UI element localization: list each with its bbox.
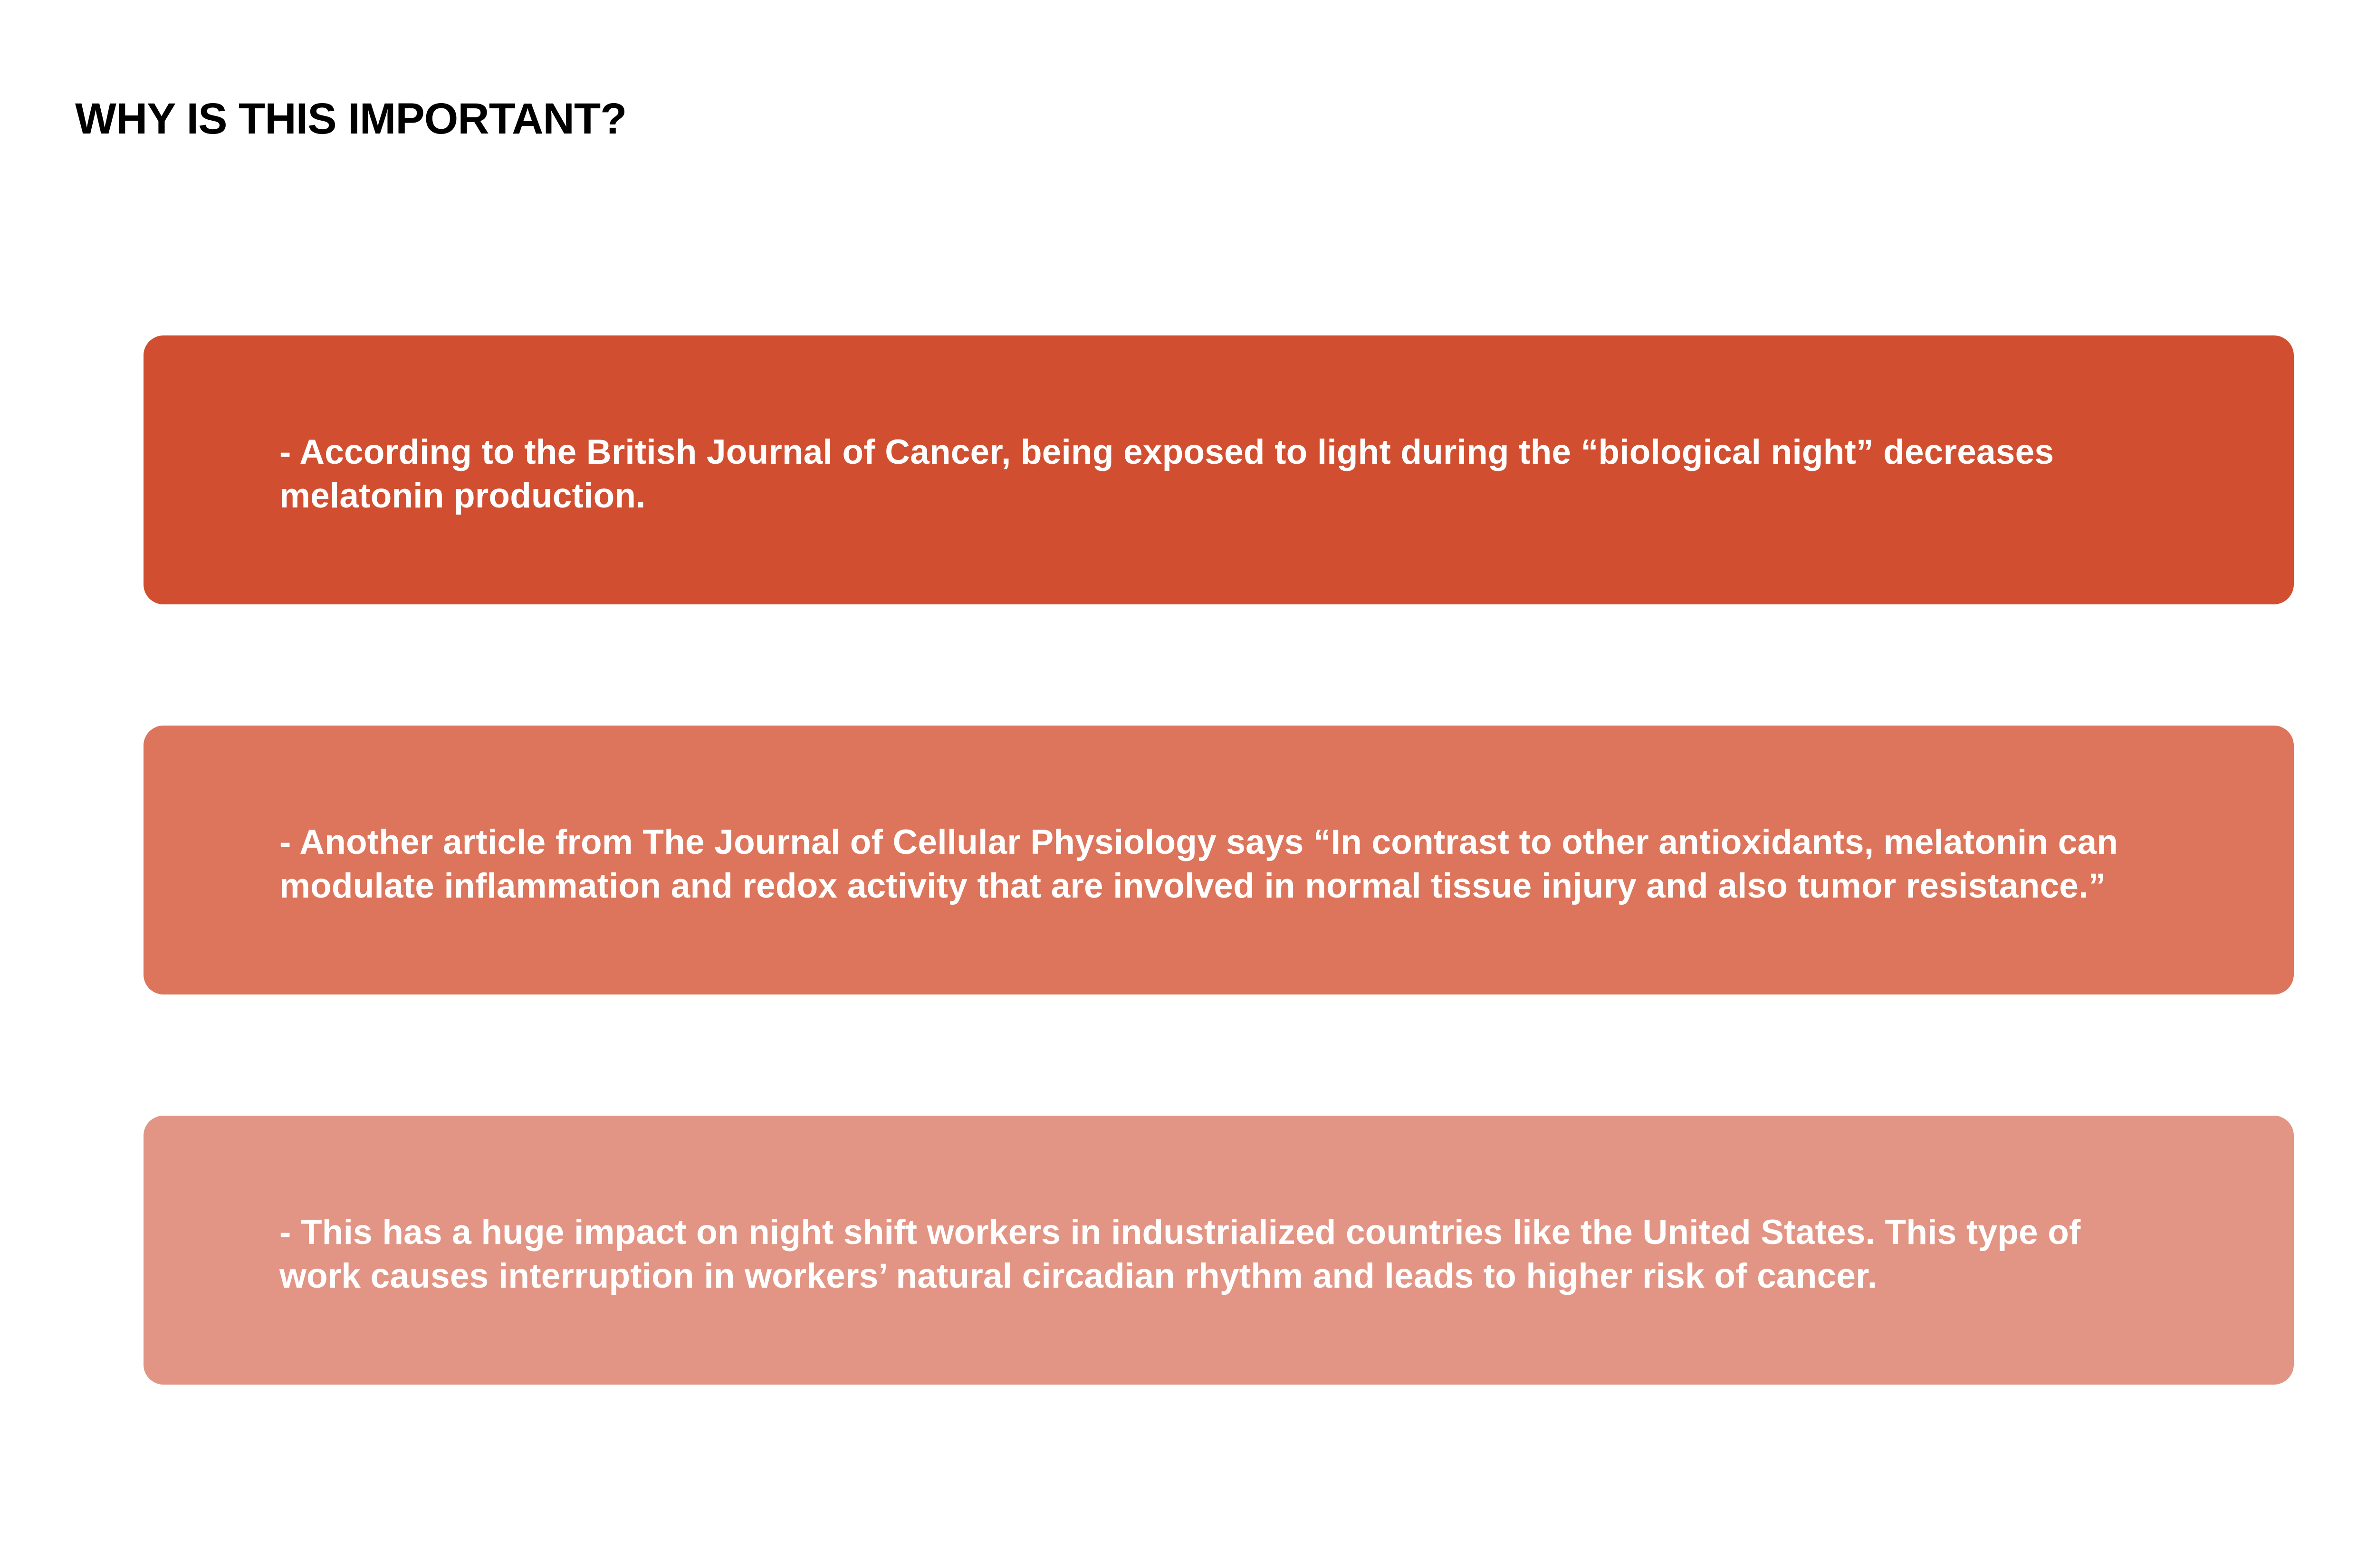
info-card-cellular-physiology xyxy=(144,726,2294,994)
info-card-british-journal xyxy=(144,335,2294,604)
page-title: WHY IS THIS IMPORTANT? xyxy=(75,95,627,143)
info-card-text: - This has a huge impact on night shift workers in industrialized countries like the United States. This type of work causes interruption in workers’ natural circadian rhythm and leads to higher risk of cancer. xyxy=(279,1213,2081,1295)
info-card-night-shift xyxy=(144,1116,2294,1385)
info-card-text: - According to the British Journal of Cancer, being exposed to light during the “biological night” decreases melatonin production. xyxy=(279,433,2054,515)
info-card-text: - Another article from The Journal of Cellular Physiology says “In contrast to other antioxidants, melatonin can modulate inflammation and redox activity that are involved in normal tissue injury and also tumor resistance.” xyxy=(279,823,2118,905)
